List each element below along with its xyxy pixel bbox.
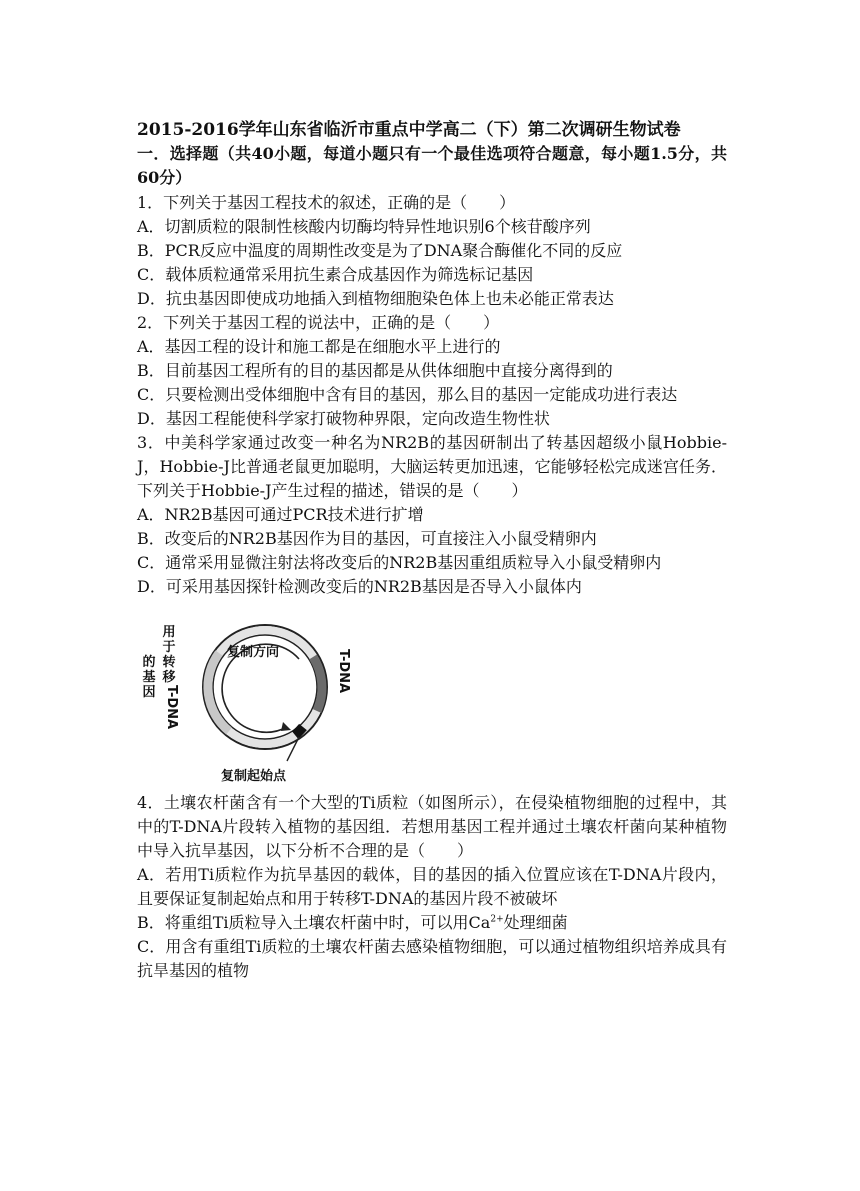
option-a: A．NR2B基因可通过PCR技术进行扩增 (137, 505, 424, 524)
question-stem: 3．中美科学家通过改变一种名为NR2B的基因研制出了转基因超级小鼠Hobbie-J，Hobbie-J比普通老鼠更加聪明，大脑运转更加迅速，它能够轻松完成迷宫任务．下列关于Hobbie-J产生过程的描述，错误的是（ ） (137, 433, 727, 500)
label-origin: 复制起始点 (221, 769, 287, 784)
question-stem: 2．下列关于基因工程的说法中，正确的是（ ） (137, 313, 500, 332)
option-b: B．目前基因工程所有的目的基因都是从供体细胞中直接分离得到的 (137, 361, 613, 380)
option-b: B．将重组Ti质粒导入土壤农杆菌中时，可以用$Ca^{2+}$处理细菌 (137, 913, 568, 932)
option-a: A．若用Ti质粒作为抗旱基因的载体，目的基因的插入位置应该在T-DNA片段内，且要保证复制起始点和用于转移T-DNA的基因片段不被破坏 (137, 865, 727, 908)
label-transfer-genes: 用于转移 的基因 T-DNA (142, 625, 179, 730)
section-heading: 一．选择题（共40小题，每道小题只有一个最佳选项符合题意，每小题1.5分，共60分） (137, 144, 727, 187)
option-d: D．可采用基因探针检测改变后的NR2B基因是否导入小鼠体内 (137, 577, 582, 596)
option-b: B．PCR反应中温度的周期性改变是为了DNA聚合酶催化不同的反应 (137, 241, 623, 260)
question-4 (137, 791, 727, 983)
question-1 (137, 191, 727, 311)
label-replication-direction: 复制方向 (227, 645, 280, 660)
direction-arrowhead (281, 722, 291, 731)
exam-page (137, 118, 727, 983)
origin-segment (295, 727, 303, 735)
question-2 (137, 311, 727, 431)
question-stem: 1．下列关于基因工程技术的叙述，正确的是（ ） (137, 193, 516, 212)
question-stem: 4．土壤农杆菌含有一个大型的Ti质粒（如图所示），在侵染植物细胞的过程中，其中的T-DNA片段转入植物的基因组．若想用基因工程并通过土壤农杆菌向某种植物中导入抗旱基因，以下分析不合理的是（ ） (137, 793, 727, 860)
question-3 (137, 431, 727, 599)
option-a: A．切割质粒的限制性核酸内切酶均特异性地识别6个核苷酸序列 (137, 217, 591, 236)
ti-plasmid-figure (137, 619, 727, 789)
exam-title: 2015-2016学年山东省临沂市重点中学高二（下）第二次调研生物试卷 (137, 120, 681, 140)
option-c: C．用含有重组Ti质粒的土壤农杆菌去感染植物细胞，可以通过植物组织培养成具有抗旱基因的植物 (137, 937, 727, 980)
option-d: D．抗虫基因即使成功地插入到植物细胞染色体上也未必能正常表达 (137, 289, 614, 308)
option-d: D．基因工程能使科学家打破物种界限，定向改造生物性状 (137, 409, 550, 428)
option-a: A．基因工程的设计和施工都是在细胞水平上进行的 (137, 337, 501, 356)
option-c: C．载体质粒通常采用抗生素合成基因作为筛选标记基因 (137, 265, 534, 284)
option-c: C．通常采用显微注射法将改变后的NR2B基因重组质粒导入小鼠受精卵内 (137, 553, 662, 572)
option-b: B．改变后的NR2B基因作为目的基因，可直接注入小鼠受精卵内 (137, 529, 597, 548)
label-tdna: T-DNA (336, 649, 351, 694)
option-c: C．只要检测出受体细胞中含有目的基因，那么目的基因一定能成功进行表达 (137, 385, 678, 404)
